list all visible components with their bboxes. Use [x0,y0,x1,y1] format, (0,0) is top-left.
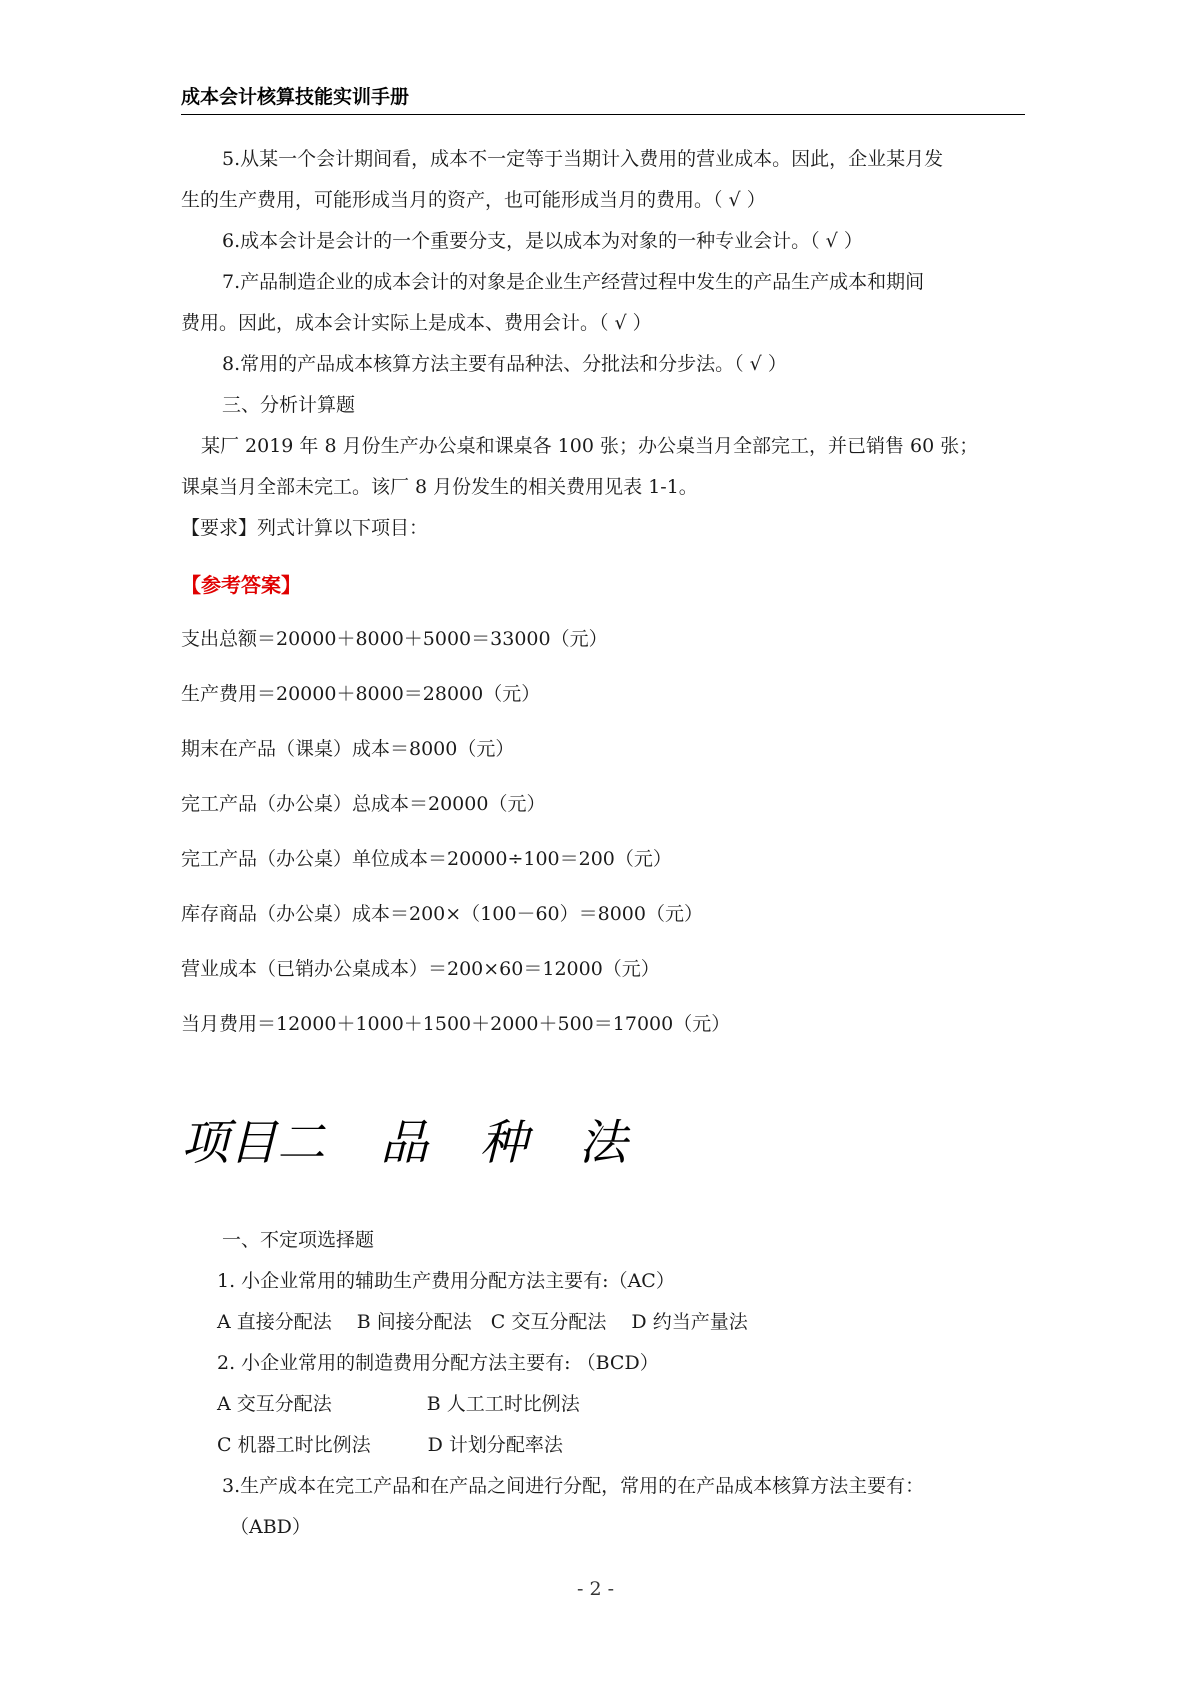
answer-line: 支出总额＝20000＋8000＋5000＝33000（元） [181,628,608,650]
answer-line: 完工产品（办公桌）单位成本＝20000÷100＝200（元） [181,848,672,870]
judgment-q7-line1: 7.产品制造企业的成本会计的对象是企业生产经营过程中发生的产品生产成本和期间 [222,271,925,293]
section-heading: 一、不定项选择题 [222,1229,375,1251]
analysis-requirement: 【要求】列式计算以下项目： [181,517,429,539]
question-2-options-row1: A 交互分配法 B 人工工时比例法 [217,1393,580,1415]
analysis-problem-line2: 课桌当月全部未完工。该厂 8 月份发生的相关费用见表 1-1。 [181,476,698,498]
question-3-line2: （ABD） [230,1516,311,1538]
question-1-options: A 直接分配法 B 间接分配法 C 交互分配法 D 约当产量法 [217,1311,748,1333]
analysis-problem-line1: 某厂 2019 年 8 月份生产办公桌和课桌各 100 张；办公桌当月全部完工，并已销售 60 张； [201,435,979,457]
question-2: 2. 小企业常用的制造费用分配方法主要有: （BCD） [217,1352,659,1374]
project-title-part: 法 [578,1115,627,1171]
question-3-line1: 3.生产成本在完工产品和在产品之间进行分配，常用的在产品成本核算方法主要有： [222,1475,925,1497]
running-header: 成本会计核算技能实训手册 [181,86,410,108]
judgment-q5-line2: 生的生产费用，可能形成当月的资产，也可能形成当月的费用。（ √ ） [181,189,766,211]
page-number: - 2 - [576,1578,614,1600]
analysis-heading: 三、分析计算题 [222,394,356,416]
answer-line: 库存商品（办公桌）成本＝200×（100－60）＝8000（元） [181,903,703,925]
answer-line: 期末在产品（课桌）成本＝8000（元） [181,738,515,760]
header-rule [181,114,1025,115]
project-title [181,1112,627,1174]
question-1: 1. 小企业常用的辅助生产费用分配方法主要有:（AC） [217,1270,675,1292]
answer-line: 完工产品（办公桌）总成本＝20000（元） [181,793,546,815]
judgment-q7-line2: 费用。因此，成本会计实际上是成本、费用会计。（ √ ） [181,312,652,334]
project-title-part: 项目二 [181,1115,326,1171]
answer-line: 生产费用＝20000＋8000＝28000（元） [181,683,541,705]
project-title-part: 品 [380,1115,429,1171]
answer-line: 营业成本（已销办公桌成本）＝200×60＝12000（元） [181,958,660,980]
judgment-q5-line1: 5.从某一个会计期间看，成本不一定等于当期计入费用的营业成本。因此，企业某月发 [222,148,944,170]
answer-label: 【参考答案】 [181,573,301,597]
question-2-options-row2: C 机器工时比例法 D 计划分配率法 [217,1434,563,1456]
answer-line: 当月费用＝12000＋1000＋1500＋2000＋500＝17000（元） [181,1013,731,1035]
judgment-q6: 6.成本会计是会计的一个重要分支，是以成本为对象的一种专业会计。（ √ ） [222,230,863,252]
judgment-q8: 8.常用的产品成本核算方法主要有品种法、分批法和分步法。（ √ ） [222,353,787,375]
project-title-part: 种 [479,1115,528,1171]
